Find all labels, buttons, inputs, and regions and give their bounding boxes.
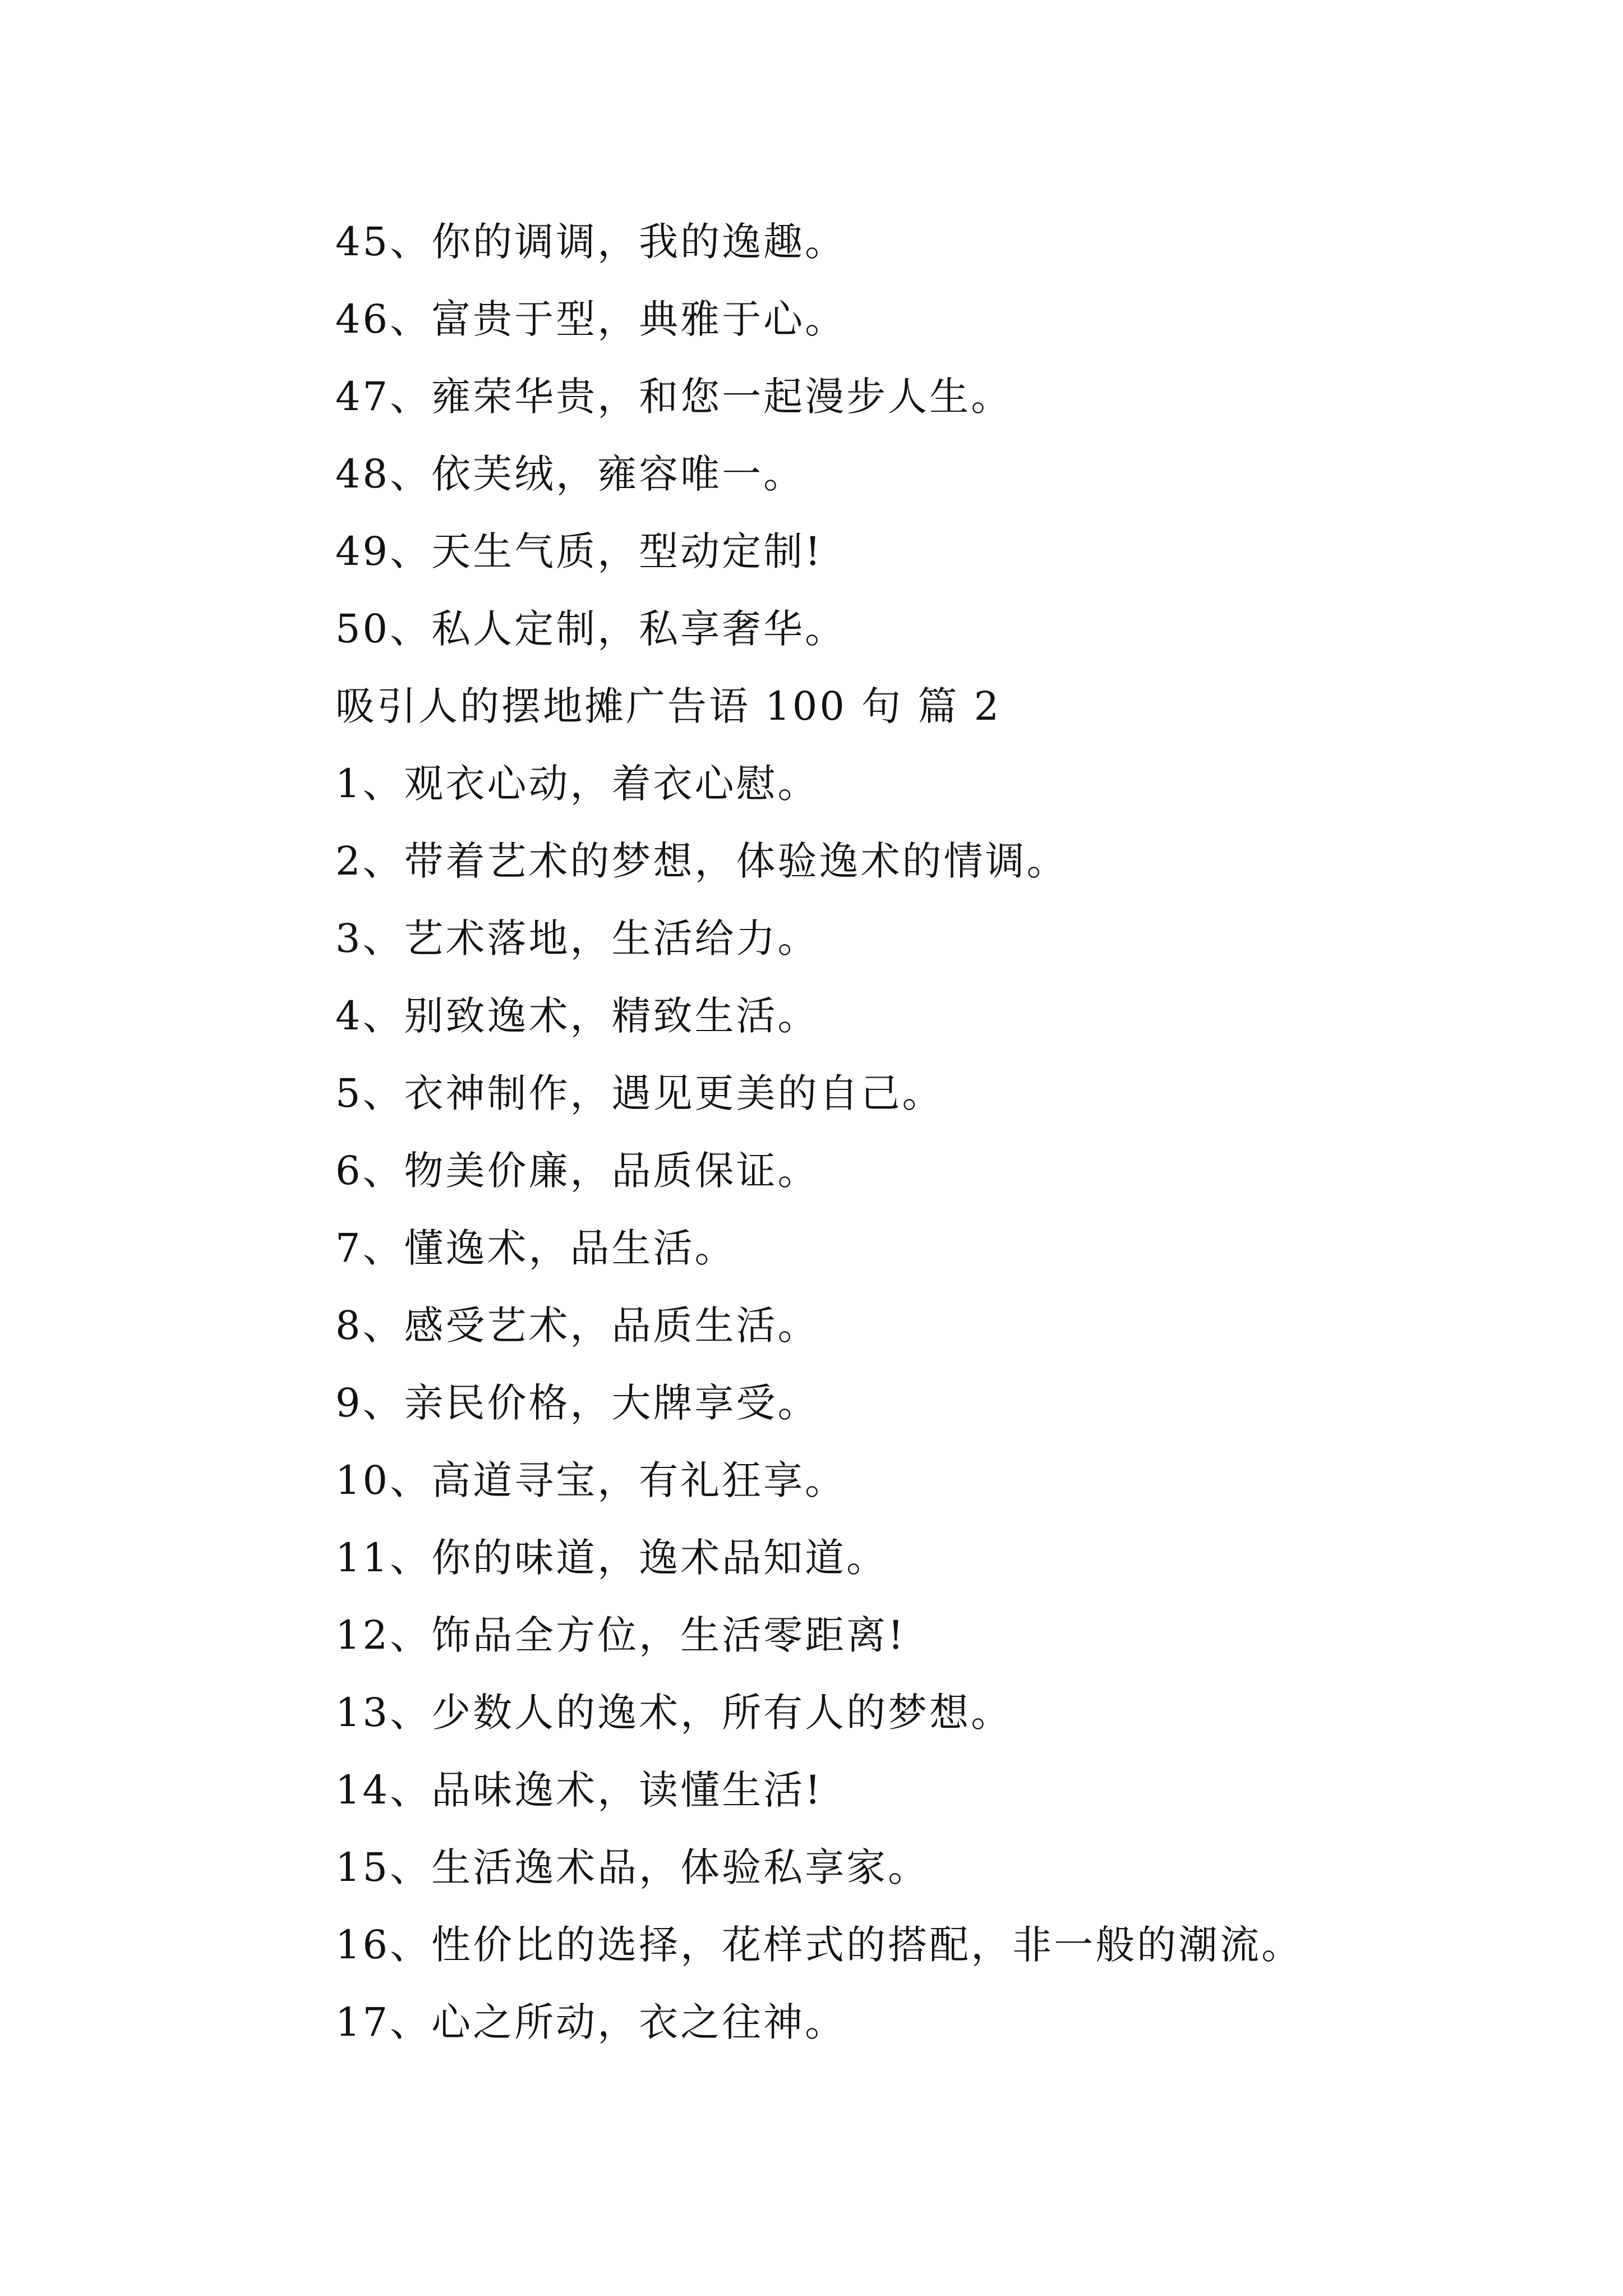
slogan-item-3: 3、艺术落地，生活给力。 [335,915,819,961]
slogan-list [335,203,1569,2061]
slogan-item-50: 50、私人定制，私享奢华。 [335,606,847,652]
section-heading: 吸引人的摆地摊广告语 100 句 篇 2 [335,683,1002,729]
slogan-item-13: 13、少数人的逸术，所有人的梦想。 [335,1690,1013,1736]
slogan-item-6: 6、物美价廉，品质保证。 [335,1148,819,1194]
slogan-item-16: 16、性价比的选择，花样式的搭配，非一般的潮流。 [335,1922,1303,1968]
slogan-item-5: 5、衣神制作，遇见更美的自己。 [335,1070,944,1116]
slogan-item-14: 14、品味逸术，读懂生活! [335,1767,823,1813]
slogan-item-49: 49、天生气质，型动定制! [335,528,823,574]
slogan-item-10: 10、高道寻宝，有礼狂享。 [335,1457,847,1503]
slogan-item-4: 4、别致逸术，精致生活。 [335,993,819,1039]
slogan-item-47: 47、雍荣华贵，和您一起漫步人生。 [335,374,1013,420]
slogan-item-46: 46、富贵于型，典雅于心。 [335,296,847,342]
slogan-item-48: 48、依芙绒，雍容唯一。 [335,451,805,497]
slogan-item-1: 1、观衣心动，着衣心慰。 [335,761,819,807]
slogan-item-45: 45、你的调调，我的逸趣。 [335,219,847,265]
slogan-item-15: 15、生活逸术品，体验私享家。 [335,1844,930,1890]
slogan-item-8: 8、感受艺术，品质生活。 [335,1303,819,1349]
slogan-item-7: 7、懂逸术，品生活。 [335,1225,736,1271]
slogan-item-12: 12、饰品全方位，生活零距离! [335,1612,906,1658]
slogan-item-2: 2、带着艺术的梦想，体验逸术的情调。 [335,838,1068,884]
slogan-item-11: 11、你的味道，逸术品知道。 [335,1535,888,1581]
slogan-item-9: 9、亲民价格，大牌享受。 [335,1380,819,1426]
slogan-item-17: 17、心之所动，衣之往神。 [335,1999,847,2045]
